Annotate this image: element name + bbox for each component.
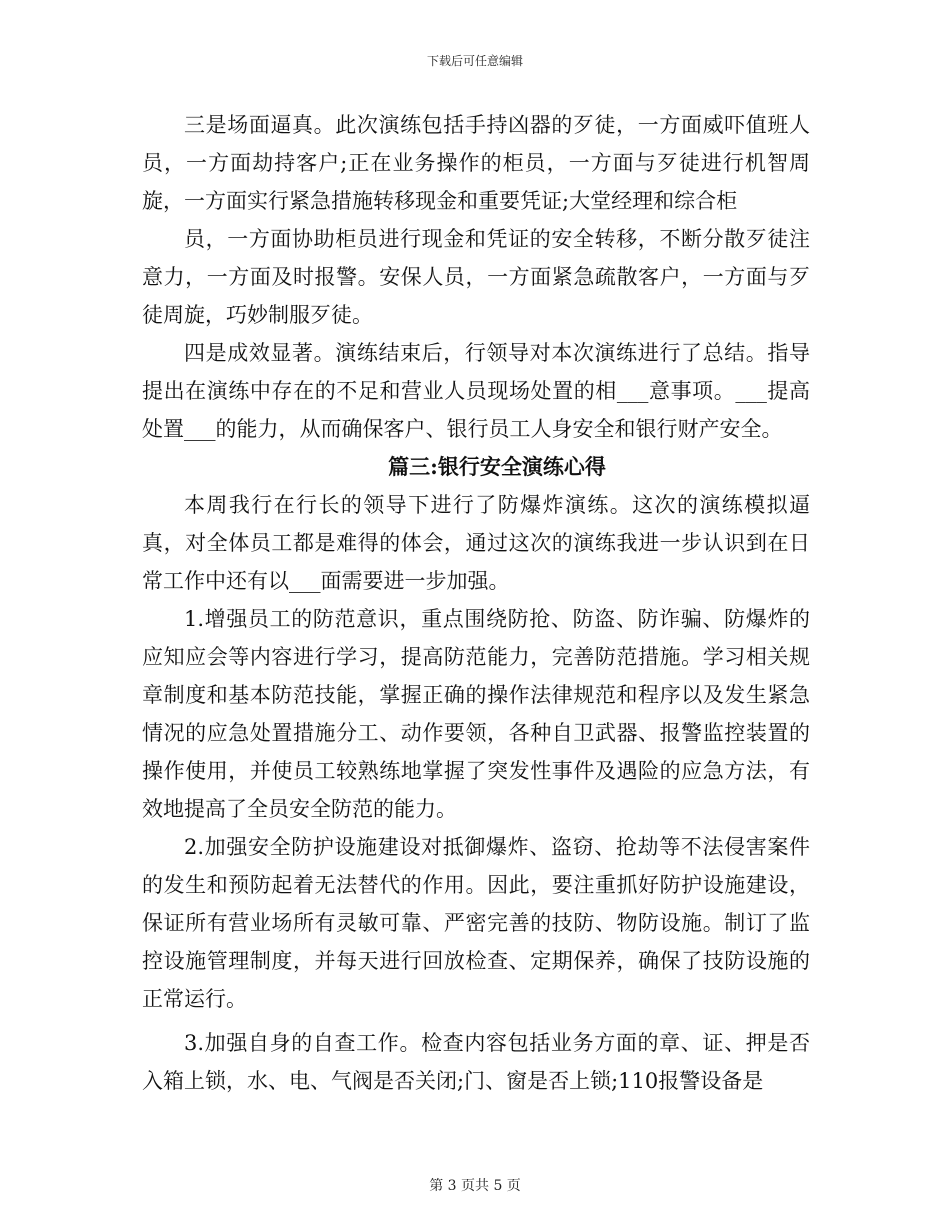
paragraph: 员，一方面协助柜员进行现金和凭证的安全转移，不断分散歹徒注意力，一方面及时报警。安保人员，一方面紧急疏散客户，一方面与歹徒周旋，巧妙制服歹徒。 bbox=[142, 227, 810, 327]
page-header: 下载后可任意编辑 bbox=[426, 54, 523, 68]
paragraph: 本周我行在行长的领导下进行了防爆炸演练。这次的演练模拟逼真，对全体员工都是难得的体会，通过这次的演练我进一步认识到在日常工作中还有以___面需要进一步加强。 bbox=[142, 493, 810, 593]
paragraph: 3.加强自身的自查工作。检查内容包括业务方面的章、证、押是否入箱上锁，水、电、气阀是否关闭;门、窗是否上锁;110报警设备是 bbox=[142, 1031, 810, 1093]
paragraph: 四是成效显著。演练结束后，行领导对本次演练进行了总结。指导提出在演练中存在的不足和营业人员现场处置的相___意事项。___提高处置___的能力，从而确保客户、银行员工人身安全和银行财产安全。 bbox=[142, 341, 810, 441]
section-title: 篇三:银行安全演练心得 bbox=[388, 454, 606, 479]
document-body bbox=[142, 106, 810, 1100]
paragraph: 三是场面逼真。此次演练包括手持凶器的歹徒，一方面威吓值班人员，一方面劫持客户;正在业务操作的柜员，一方面与歹徒进行机智周旋，一方面实行紧急措施转移现金和重要凭证;大堂经理和综合柜 bbox=[142, 113, 810, 213]
page-footer: 第 3 页共 5 页 bbox=[429, 1178, 521, 1194]
paragraph: 2.加强安全防护设施建设对抵御爆炸、盗窃、抢劫等不法侵害案件的发生和预防起着无法替代的作用。因此，要注重抓好防护设施建设，保证所有营业场所有灵敏可靠、严密完善的技防、物防设施。制订了监控设施管理制度，并每天进行回放检查、定期保养，确保了技防设施的正常运行。 bbox=[142, 835, 810, 1011]
paragraph: 1.增强员工的防范意识，重点围绕防抢、防盗、防诈骗、防爆炸的应知应会等内容进行学习，提高防范能力，完善防范措施。学习相关规章制度和基本防范技能，掌握正确的操作法律规范和程序以及发生紧急情况的应急处置措施分工、动作要领，各种自卫武器、报警监控装置的操作使用，并使员工较熟练地掌握了突发性事件及遇险的应急方法，有效地提高了全员安全防范的能力。 bbox=[142, 607, 810, 821]
